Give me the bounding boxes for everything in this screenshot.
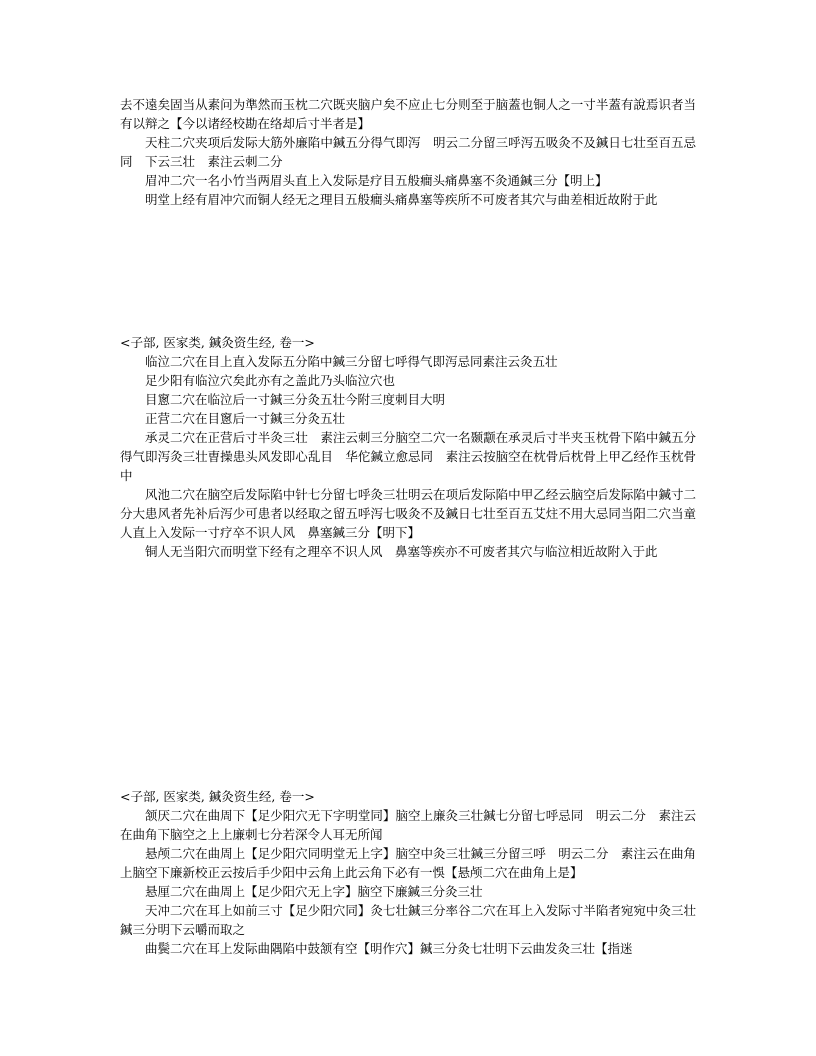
paragraph: 正营二穴在目窻后一寸鍼三分灸五壮 xyxy=(145,411,346,426)
paragraph: 去不遠矣固当从素问为準然而玉枕二穴既夹脑户矣不应止七分则至于脑蓋也铜人之一寸半蓋有說焉识者当有以辩之【今以诸经校勘在络却后寸半者是】 xyxy=(120,97,696,131)
paragraph: 天冲二穴在耳上如前三寸【足少阳穴同】灸七壮鍼三分率谷二穴在耳上入发际寸半陷者宛宛中灸三壮鍼三分明下云嚼而取之 xyxy=(120,903,696,937)
section-header: <子部, 医家类, 鍼灸资生经, 卷一> xyxy=(120,789,315,804)
paragraph: 天柱二穴夹项后发际大筋外廉陷中鍼五分得气即泻 明云二分留三呼泻五吸灸不及鍼日七壮至百五忌同 下云三壮 素注云刺二分 xyxy=(120,135,696,169)
text-block-1 xyxy=(120,95,696,209)
paragraph: 临泣二穴在目上直入发际五分陷中鍼三分留七呼得气即泻忌同素注云灸五壮 xyxy=(145,354,558,369)
paragraph: 眉冲二穴一名小竹当两眉头直上入发际是疗目五般癎头痛鼻塞不灸通鍼三分【明上】 xyxy=(145,173,608,188)
paragraph: 足少阳有临泣穴矣此亦有之盖此乃头临泣穴也 xyxy=(145,373,396,388)
paragraph: 目窻二穴在临泣后一寸鍼三分灸五壮今附三度刺目大明 xyxy=(145,392,446,407)
paragraph: 铜人无当阳穴而明堂下经有之理卒不识人风 鼻塞等疾亦不可废者其穴与临泣相近故附入于此 xyxy=(145,544,658,559)
paragraph: 颔厌二穴在曲周下【足少阳穴无下字明堂同】脑空上廉灸三壮鍼七分留七呼忌同 明云二分 素注云在曲角下脑空之上上廉刺七分若深令人耳无所闻 xyxy=(120,808,696,842)
paragraph: 明堂上经有眉冲穴而铜人经无之理目五般癎头痛鼻塞等疾所不可废者其穴与曲差相近故附于此 xyxy=(145,192,658,207)
paragraph: 曲鬓二穴在耳上发际曲隅陷中鼓颔有空【明作穴】鍼三分灸七壮明下云曲发灸三壮【指迷 xyxy=(145,941,633,956)
paragraph: 风池二穴在脑空后发际陷中针七分留七呼灸三壮明云在项后发际陷中甲乙经云脑空后发际陷中鍼寸二分大患风者先补后泻少可患者以经取之留五呼泻七吸灸不及鍼日七壮至百五艾炷不用大忌同当阳二穴当童人直上入发际一寸疗卒不识人风 鼻塞鍼三分【明下】 xyxy=(120,487,696,540)
paragraph: 承灵二穴在正营后寸半灸三壮 素注云刺三分脑空二穴一名颞颥在承灵后寸半夹玉枕骨下陷中鍼五分得气即泻灸三壮曺操患头风发即心乱目 华佗鍼立愈忌同 素注云按脑空在枕骨后枕骨上甲乙经作玉枕骨中 xyxy=(120,430,696,483)
paragraph: 悬颅二穴在曲周上【足少阳穴同明堂无上字】脑空中灸三壮鍼三分留三呼 明云二分 素注云在曲角上脑空下廉新校正云按后手少阳中云角上此云角下必有一悞【悬颅二穴在曲角上是】 xyxy=(120,846,696,880)
paragraph: 悬厘二穴在曲周上【足少阳穴无上字】脑空下廉鍼三分灸三壮 xyxy=(145,884,483,899)
text-block-3 xyxy=(120,787,696,958)
section-header: <子部, 医家类, 鍼灸资生经, 卷一> xyxy=(120,335,315,350)
text-block-2 xyxy=(120,333,696,561)
